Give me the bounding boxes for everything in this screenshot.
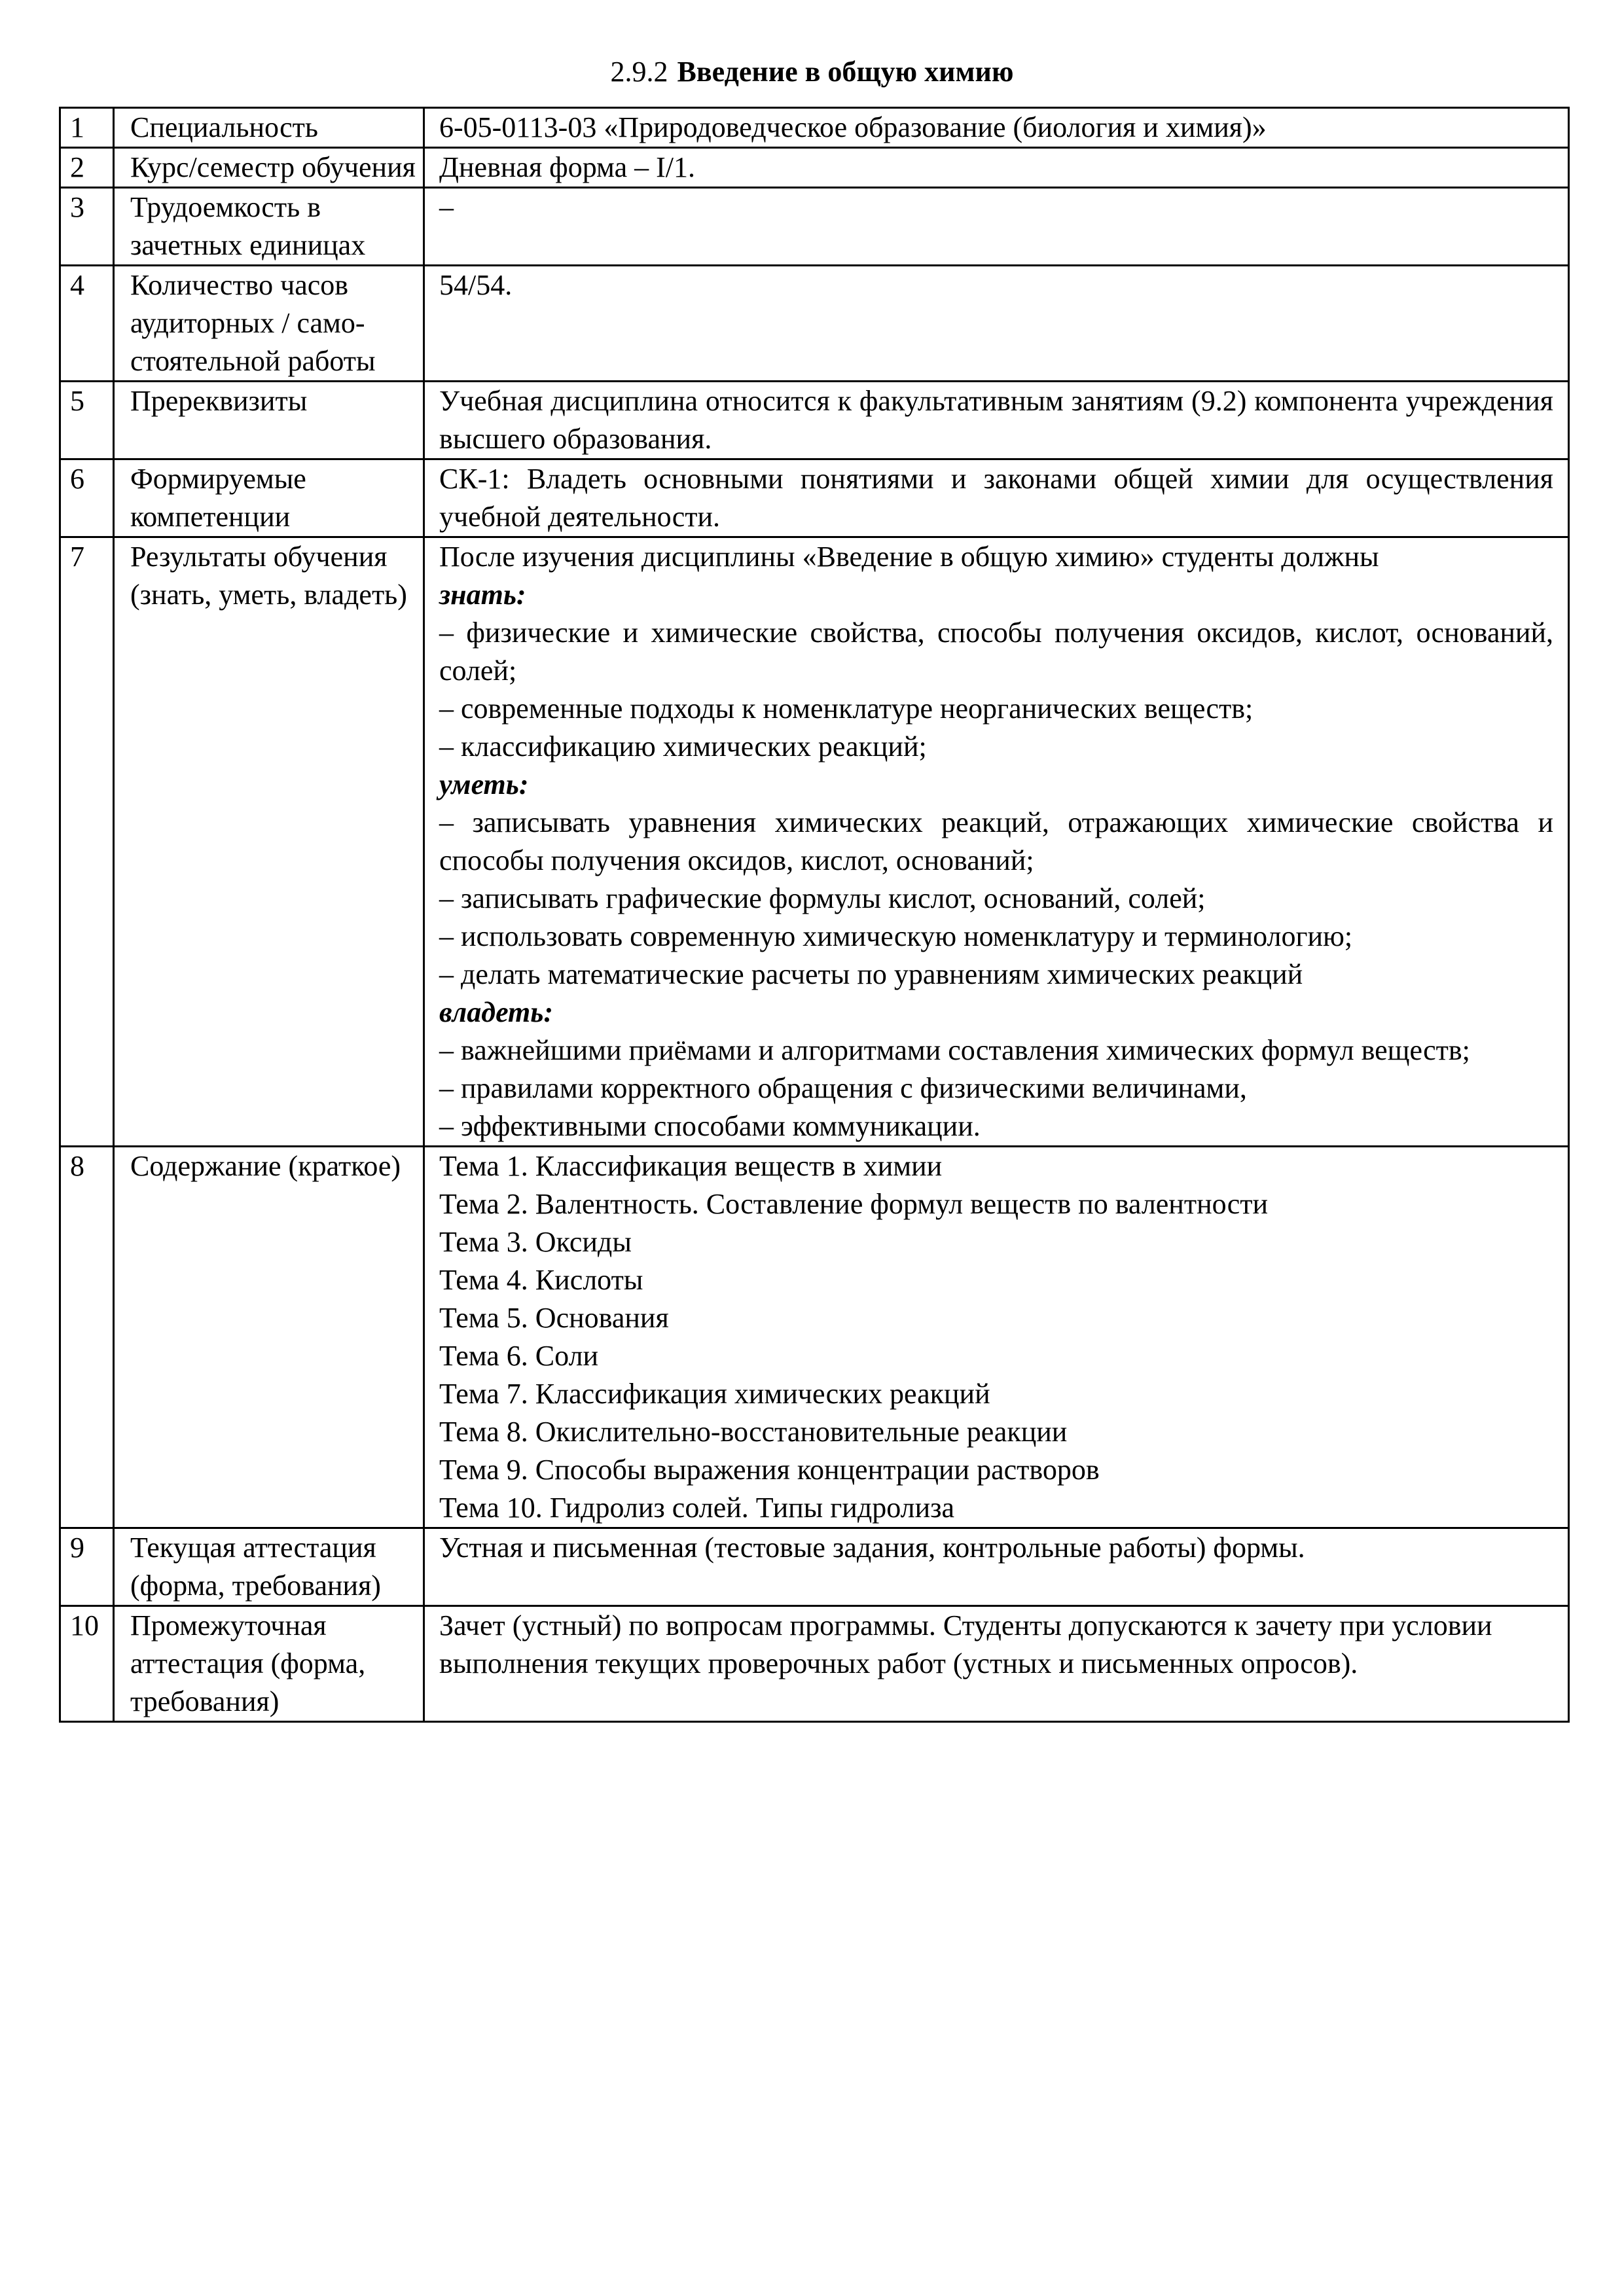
table-row [60,537,1569,1147]
row-value: – [424,188,1569,266]
topic-item: Тема 8. Окислительно-восстановительные реакции [439,1416,1068,1448]
row-label: Курс/семестр обучения [114,148,424,188]
can-heading: уметь: [439,768,529,800]
topics-list [424,1147,1569,1528]
row-value: СК-1: Владеть основными понятиями и законами общей химии для осуществления учебной деятельности. [424,459,1569,537]
topic-item: Тема 3. Оксиды [439,1226,632,1258]
topic-item: Тема 1. Классификация веществ в химии [439,1150,943,1182]
row-label: Количество часов аудиторных / само-стоятельной работы [114,266,424,382]
own-item: – важнейшими приёмами и алгоритмами составления химических формул веществ; [439,1034,1470,1066]
row-label: Текущая аттестация (форма, требования) [114,1528,424,1606]
table-row [60,1147,1569,1528]
page-heading [0,54,1624,90]
row-label: Формируемые компетенции [114,459,424,537]
topic-item: Тема 5. Основания [439,1302,669,1334]
table-row [60,148,1569,188]
topic-item: Тема 7. Классификация химических реакций [439,1378,990,1410]
row-number: 2 [60,148,114,188]
know-item: – классификацию химических реакций; [439,730,927,762]
row-number: 10 [60,1606,114,1722]
know-item: – физические и химические свойства, способы получения оксидов, кислот, оснований, солей; [439,617,1553,687]
row-value: Зачет (устный) по вопросам программы. Студенты допускаются к зачету при условии выполнения текущих проверочных работ (устных и письменных опросов). [424,1606,1569,1722]
table-row [60,266,1569,382]
own-item: – правилами корректного обращения с физическими величинами, [439,1072,1247,1104]
table-row [60,188,1569,266]
row-label: Трудоемкость в зачетных единицах [114,188,424,266]
know-item: – современные подходы к номенклатуре неорганических веществ; [439,692,1254,725]
row-number: 8 [60,1147,114,1528]
learning-outcomes [424,537,1569,1147]
row-label: Содержание (краткое) [114,1147,424,1528]
topic-item: Тема 6. Соли [439,1340,599,1372]
heading-title: Введение в общую химию [677,56,1014,88]
row-number: 9 [60,1528,114,1606]
can-item: – записывать уравнения химических реакций, отражающих химические свойства и способы получения оксидов, кислот, оснований; [439,806,1553,876]
can-item: – использовать современную химическую номенклатуру и терминологию; [439,920,1353,952]
row-value: Учебная дисциплина относится к факультативным занятиям (9.2) компонента учреждения высшего образования. [424,382,1569,459]
know-heading: знать: [439,579,526,611]
topic-item: Тема 9. Способы выражения концентрации растворов [439,1454,1100,1486]
row-number: 4 [60,266,114,382]
topic-item: Тема 4. Кислоты [439,1264,643,1296]
discipline-table [59,107,1570,1723]
own-item: – эффективными способами коммуникации. [439,1110,981,1142]
row-value: Устная и письменная (тестовые задания, контрольные работы) формы. [424,1528,1569,1606]
outcomes-intro: После изучения дисциплины «Введение в общую химию» студенты должны [439,541,1379,573]
row-label: Специальность [114,108,424,148]
can-item: – делать математические расчеты по уравнениям химических реакций [439,958,1303,990]
own-heading: владеть: [439,996,554,1028]
row-number: 3 [60,188,114,266]
row-value: 54/54. [424,266,1569,382]
row-number: 7 [60,537,114,1147]
row-number: 6 [60,459,114,537]
heading-number: 2.9.2 [610,56,668,88]
row-label: Пререквизиты [114,382,424,459]
row-label: Результаты обучения (знать, уметь, владеть) [114,537,424,1147]
table-row [60,459,1569,537]
table-row [60,1528,1569,1606]
table-row [60,1606,1569,1722]
table-row [60,382,1569,459]
topic-item: Тема 2. Валентность. Составление формул веществ по валентности [439,1188,1269,1220]
row-value: 6-05-0113-03 «Природоведческое образование (биология и химия)» [424,108,1569,148]
can-item: – записывать графические формулы кислот, оснований, солей; [439,882,1206,914]
row-number: 1 [60,108,114,148]
row-label: Промежуточная аттестация (форма, требования) [114,1606,424,1722]
table-row [60,108,1569,148]
row-number: 5 [60,382,114,459]
row-value: Дневная форма – I/1. [424,148,1569,188]
topic-item: Тема 10. Гидролиз солей. Типы гидролиза [439,1492,955,1524]
